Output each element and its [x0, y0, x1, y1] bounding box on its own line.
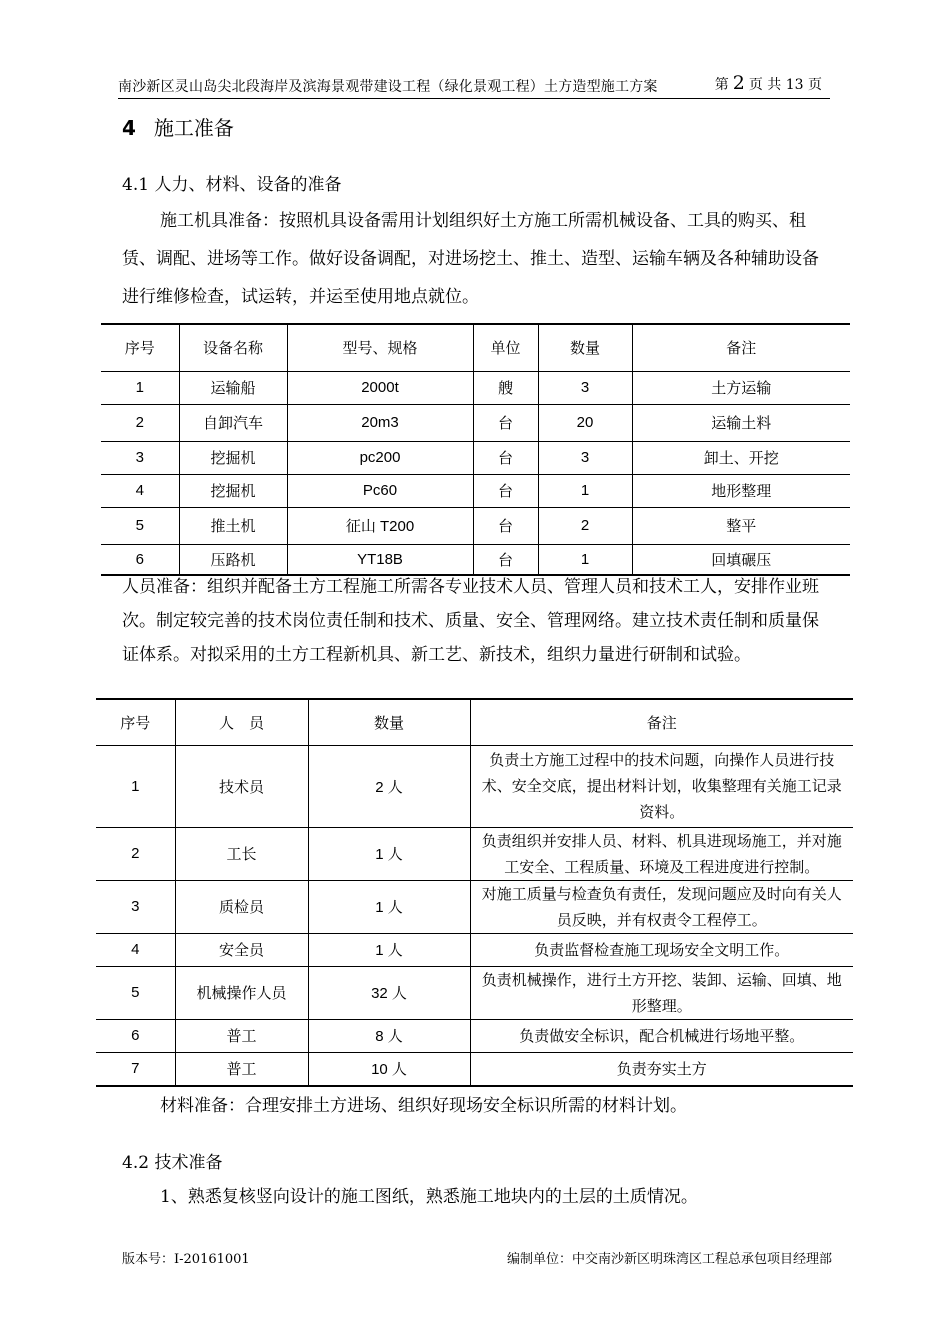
equipment-table-row: [101, 507, 850, 544]
staff-table-cell: 对施工质量与检查负有责任，发现问题应及时向有关人员反映，并有权责令工程停工。: [470, 880, 853, 933]
staff-table-cell: 2: [96, 827, 175, 880]
equipment-table-cell: 3: [101, 441, 179, 474]
staff-table-cell: 1 人: [308, 827, 470, 880]
equipment-table-cell: 运输船: [179, 371, 287, 404]
staff-table-row: [96, 1052, 853, 1086]
subsection-heading-4-2: 4.2 技术准备: [122, 1153, 223, 1173]
staff-table-cell: 负责监督检查施工现场安全文明工作。: [470, 933, 853, 966]
equipment-table-header-cell: 数量: [538, 324, 632, 371]
equipment-table-cell: 卸土、开挖: [632, 441, 850, 474]
equipment-table-cell: 压路机: [179, 544, 287, 575]
staff-table-header-cell: 数量: [308, 699, 470, 745]
staff-table-row: [96, 966, 853, 1019]
equipment-table-header-cell: 序号: [101, 324, 179, 371]
staff-table-cell: 负责组织并安排人员、材料、机具进现场施工，并对施工安全、工程质量、环境及工程进度进行控制。: [470, 827, 853, 880]
equipment-table-cell: 2000t: [287, 371, 473, 404]
staff-table-cell: 8 人: [308, 1019, 470, 1052]
equipment-table-cell: 1: [538, 544, 632, 575]
equipment-table-row: [101, 441, 850, 474]
staff-table-cell: 6: [96, 1019, 175, 1052]
equipment-table-cell: pc200: [287, 441, 473, 474]
material-paragraph: 材料准备：合理安排土方进场、组织好现场安全标识所需的材料计划。: [160, 1096, 687, 1116]
equipment-table-cell: 4: [101, 474, 179, 507]
equipment-table-cell: 3: [538, 441, 632, 474]
staff-table-cell: 10 人: [308, 1052, 470, 1086]
staff-table-cell: 4: [96, 933, 175, 966]
equipment-table-header-cell: 设备名称: [179, 324, 287, 371]
staff-table-row: [96, 880, 853, 933]
staff-table-cell: 质检员: [175, 880, 308, 933]
equipment-table-cell: 20m3: [287, 404, 473, 441]
staff-table-row: [96, 1019, 853, 1052]
staff-table-cell: 3: [96, 880, 175, 933]
staff-table-header-cell: 人 员: [175, 699, 308, 745]
equipment-table-cell: 2: [101, 404, 179, 441]
current-page: 2: [732, 72, 745, 94]
equipment-table-cell: 台: [473, 544, 538, 575]
version-number: 版本号：I-20161001: [122, 1252, 250, 1267]
equipment-table-cell: 土方运输: [632, 371, 850, 404]
equipment-table-cell: 整平: [632, 507, 850, 544]
staff-table-cell: 技术员: [175, 745, 308, 827]
equipment-table: [101, 323, 850, 576]
total-pages: 13: [785, 77, 804, 93]
staff-table-cell: 1 人: [308, 880, 470, 933]
equipment-table-cell: 1: [538, 474, 632, 507]
header-rule: [118, 98, 830, 99]
equipment-table-cell: 挖掘机: [179, 474, 287, 507]
page-number: 第 2 页 共 13 页: [714, 72, 822, 94]
staff-table-cell: 1: [96, 745, 175, 827]
equipment-table-row: [101, 474, 850, 507]
staff-table-cell: 32 人: [308, 966, 470, 1019]
equipment-table-cell: 5: [101, 507, 179, 544]
page-header: [118, 72, 830, 98]
equipment-table-cell: 回填碾压: [632, 544, 850, 575]
staff-table-header-cell: 序号: [96, 699, 175, 745]
staff-table-cell: 工长: [175, 827, 308, 880]
staff-table-cell: 安全员: [175, 933, 308, 966]
equipment-table-cell: 台: [473, 474, 538, 507]
equipment-table-cell: 台: [473, 441, 538, 474]
equipment-table-cell: 台: [473, 507, 538, 544]
staff-table: [96, 698, 853, 1087]
equipment-table-cell: 艘: [473, 371, 538, 404]
staff-table-cell: 普工: [175, 1052, 308, 1086]
staff-table-cell: 7: [96, 1052, 175, 1086]
equipment-table-cell: 挖掘机: [179, 441, 287, 474]
staff-table-cell: 负责做安全标识，配合机械进行场地平整。: [470, 1019, 853, 1052]
equipment-table-cell: 运输土料: [632, 404, 850, 441]
equipment-table-cell: Pc60: [287, 474, 473, 507]
section-heading: [122, 112, 234, 141]
staff-table-row: [96, 933, 853, 966]
staff-table-row: [96, 827, 853, 880]
equipment-table-cell: 台: [473, 404, 538, 441]
equipment-table-cell: 地形整理: [632, 474, 850, 507]
equipment-table-header-cell: 型号、规格: [287, 324, 473, 371]
equipment-table-header-cell: 单位: [473, 324, 538, 371]
document-title: 南沙新区灵山岛尖北段海岸及滨海景观带建设工程（绿化景观工程）土方造型施工方案: [118, 79, 658, 95]
staff-table-header-cell: 备注: [470, 699, 853, 745]
staff-table-cell: 负责夯实土方: [470, 1052, 853, 1086]
equipment-table-cell: 20: [538, 404, 632, 441]
equipment-table-cell: 2: [538, 507, 632, 544]
tech-item-1: 1、熟悉复核竖向设计的施工图纸，熟悉施工地块内的土层的土质情况。: [160, 1187, 698, 1207]
section-number: 4: [122, 116, 136, 140]
equipment-paragraph: 施工机具准备：按照机具设备需用计划组织好土方施工所需机械设备、工具的购买、租赁、调配、进场等工作。做好设备调配，对进场挖土、推土、造型、运输车辆及各种辅助设备进行维修检查，试运转，并运至使用地点就位。: [122, 211, 819, 307]
equipment-table-cell: 3: [538, 371, 632, 404]
staff-table-cell: 1 人: [308, 933, 470, 966]
staff-table-cell: 2 人: [308, 745, 470, 827]
equipment-table-row: [101, 371, 850, 404]
equipment-table-cell: 1: [101, 371, 179, 404]
staff-table-cell: 负责机械操作，进行土方开挖、装卸、运输、回填、地形整理。: [470, 966, 853, 1019]
equipment-table-cell: 征山 T200: [287, 507, 473, 544]
equipment-table-cell: YT18B: [287, 544, 473, 575]
staff-table-cell: 5: [96, 966, 175, 1019]
staff-table-row: [96, 745, 853, 827]
staff-table-cell: 普工: [175, 1019, 308, 1052]
equipment-table-header-row: [101, 324, 850, 371]
staff-table-cell: 机械操作人员: [175, 966, 308, 1019]
section-title: 施工准备: [153, 116, 234, 140]
staff-table-header-row: [96, 699, 853, 745]
equipment-table-header-cell: 备注: [632, 324, 850, 371]
equipment-table-cell: 6: [101, 544, 179, 575]
subsection-heading-4-1: 4.1 人力、材料、设备的准备: [122, 175, 342, 195]
staff-table-cell: 负责土方施工过程中的技术问题，向操作人员进行技术、安全交底，提出材料计划，收集整理有关施工记录资料。: [470, 745, 853, 827]
compiling-unit: 编制单位：中交南沙新区明珠湾区工程总承包项目经理部: [506, 1252, 832, 1267]
equipment-table-cell: 推土机: [179, 507, 287, 544]
equipment-table-cell: 自卸汽车: [179, 404, 287, 441]
staff-paragraph: 人员准备：组织并配备土方工程施工所需各专业技术人员、管理人员和技术工人，安排作业班次。制定较完善的技术岗位责任制和技术、质量、安全、管理网络。建立技术责任制和质量保证体系。对拟采用的土方工程新机具、新工艺、新技术，组织力量进行研制和试验。: [122, 577, 819, 665]
equipment-table-row: [101, 404, 850, 441]
